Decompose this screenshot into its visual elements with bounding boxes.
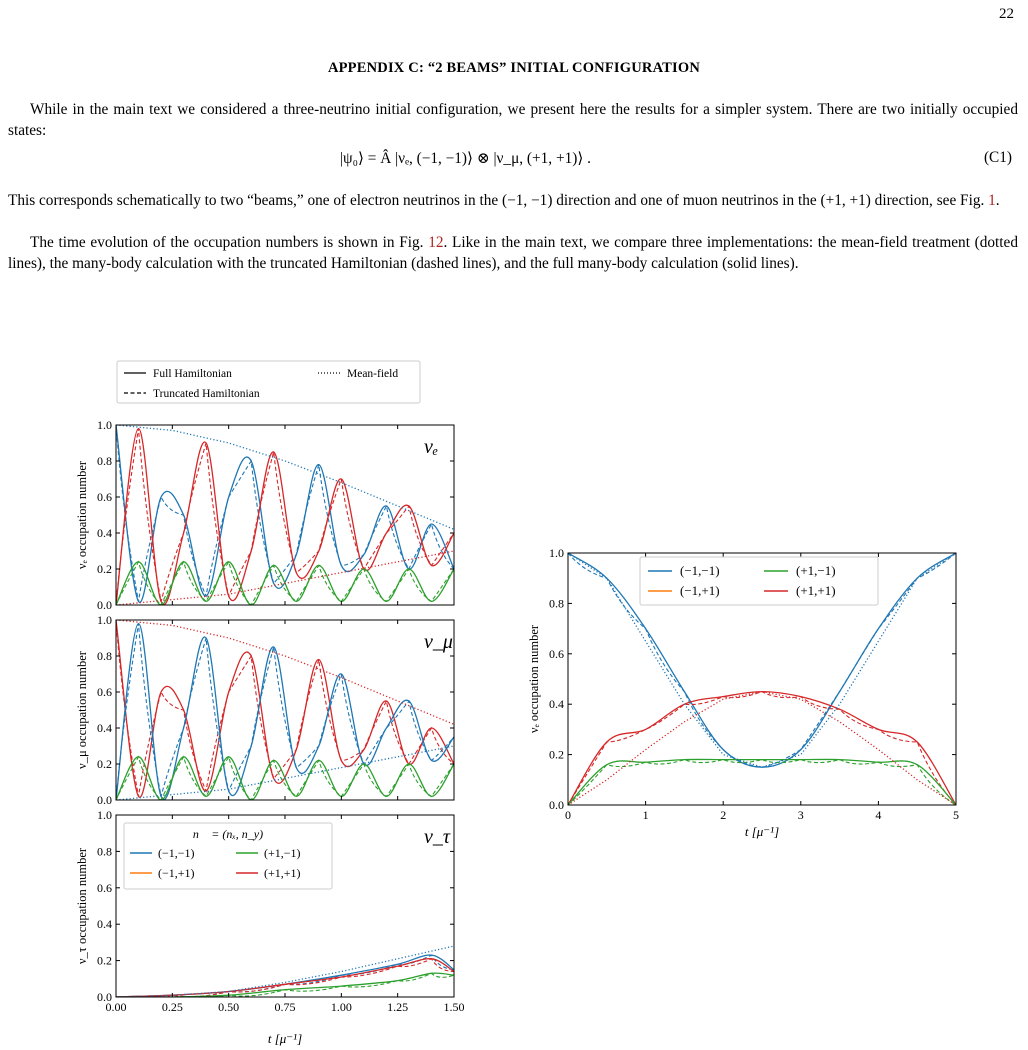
- y-tick-label: 0.6: [97, 880, 112, 895]
- x-tick-label: 5: [953, 808, 959, 822]
- x-tick-label: 0.75: [274, 1000, 296, 1014]
- y-tick-label: 0.8: [97, 454, 112, 468]
- right-legend-label: (−1,+1): [680, 583, 720, 598]
- series-line-full-hamiltonian-0: [116, 955, 454, 997]
- y-tick-label: 0.2: [97, 562, 112, 576]
- x-tick-label: 1.50: [443, 1000, 465, 1014]
- panel-nue: [75, 418, 454, 612]
- series-line-mean-field-4: [568, 692, 956, 805]
- paragraph-beams-end: .: [995, 192, 1000, 209]
- y-tick-label: 0.0: [97, 598, 112, 612]
- series-line-full-hamiltonian-1: [568, 692, 956, 805]
- panel-frame: [116, 620, 454, 800]
- y-tick-label: 1.0: [97, 808, 112, 822]
- right-xlabel: t [μ⁻¹]: [744, 824, 780, 839]
- y-tick-label: 0.2: [549, 747, 564, 762]
- equation-c1: [0, 149, 1028, 173]
- right-legend-label: (+1,−1): [796, 563, 836, 578]
- x-tick-label: 4: [875, 808, 882, 822]
- series-line-full-hamiltonian-0: [116, 620, 454, 797]
- x-tick-label: 0.50: [218, 1000, 240, 1014]
- x-tick-label: 1.00: [330, 1000, 352, 1014]
- panel-tag: νₑ: [424, 436, 439, 458]
- equation-number: (C1): [983, 149, 1012, 166]
- x-tick-label: 2: [720, 808, 727, 822]
- series-line-truncated-1: [116, 624, 454, 800]
- series-line-mean-field-3: [116, 425, 454, 529]
- panel-tag: ν_τ: [424, 826, 451, 848]
- x-tick-label: 0.25: [161, 1000, 183, 1014]
- y-tick-label: 0.6: [97, 685, 112, 699]
- y-tick-label: 0.8: [97, 844, 112, 859]
- series-group: [116, 425, 454, 605]
- x-tick-label: 3: [797, 808, 804, 822]
- panel-right: [527, 546, 959, 822]
- y-tick-label: 1.0: [97, 418, 112, 432]
- panel-tag: ν_μ: [424, 631, 453, 653]
- y-tick-label: 0.6: [97, 490, 112, 504]
- right-legend-label: (+1,+1): [796, 583, 836, 598]
- paragraph-evolution: [8, 232, 1018, 274]
- x-tick-label: 1: [642, 808, 649, 822]
- paragraph-intro: While in the main text we considered a three-neutrino initial configuration, we present here the results for a simpler system. There are two initially occupied states:: [8, 101, 1018, 139]
- y-tick-label: 0.4: [97, 526, 112, 540]
- direction-label: (−1,+1): [158, 866, 195, 880]
- panel-frame: [116, 425, 454, 605]
- equation-body: |ψ₀⟩ = Â |νₑ, (−1, −1)⟩ ⊗ |ν_μ, (+1, +1)⟩ .: [340, 150, 591, 167]
- legend-truncated-hamiltonian: Truncated Hamiltonian: [153, 388, 260, 400]
- y-axis-label: νₑ occupation number: [527, 624, 541, 734]
- paragraph-beams-text: This corresponds schematically to two “beams,” one of electron neutrinos in the (−1, −1) direction and one of muon neutrinos in the (+1, +1) direction, see Fig.: [8, 192, 989, 209]
- y-tick-label: 0.4: [97, 721, 112, 735]
- series-line-full-hamiltonian-1: [116, 959, 454, 997]
- direction-legend-title: n⃗ = (nₓ, n_y): [192, 827, 264, 841]
- y-tick-label: 0.4: [97, 917, 112, 932]
- y-tick-label: 0.4: [549, 697, 564, 712]
- left-figure: [0, 355, 480, 1050]
- legend-mean-field: Mean-field: [347, 368, 399, 380]
- y-tick-label: 1.0: [97, 613, 112, 627]
- y-axis-label: νₑ occupation number: [75, 460, 89, 570]
- y-tick-label: 0.2: [97, 953, 112, 968]
- legend-full-hamiltonian: Full Hamiltonian: [153, 368, 232, 380]
- figure-ref-12[interactable]: 12: [428, 234, 444, 251]
- panel-numu: [75, 613, 454, 807]
- y-tick-label: 0.6: [549, 646, 564, 661]
- series-line-mean-field-3: [116, 620, 454, 724]
- y-axis-label: ν_τ occupation number: [75, 847, 89, 965]
- section-heading: APPENDIX C: “2 BEAMS” INITIAL CONFIGURATION: [327, 60, 701, 76]
- style-legend: [117, 361, 420, 403]
- direction-label: (+1,+1): [264, 866, 301, 880]
- left-panels: [75, 418, 465, 1014]
- x-tick-label: 0: [565, 808, 571, 822]
- figure-ref-1[interactable]: 1: [988, 192, 996, 209]
- right-figure: [500, 535, 970, 855]
- series-group: [116, 620, 454, 800]
- series-line-full-hamiltonian-0: [116, 425, 454, 602]
- x-tick-label: 1.25: [387, 1000, 409, 1014]
- direction-label: (−1,−1): [158, 846, 195, 860]
- series-line-truncated-0: [116, 955, 454, 999]
- paragraph-evolution-end: . Like in the main text, we compare three implementations: the mean-field treatment (dotted lines), the many-body calculation with the truncated Hamiltonian (dashed lines), and the full many-body calculation (solid lines).: [8, 234, 1018, 272]
- y-tick-label: 0.8: [97, 649, 112, 663]
- y-tick-label: 1.0: [549, 546, 564, 560]
- series-line-full-hamiltonian-1: [116, 624, 454, 800]
- series-line-truncated-1: [116, 429, 454, 605]
- paragraph-beams: [8, 190, 1018, 211]
- page-number: 22: [999, 6, 1014, 22]
- paragraph-evolution-text: The time evolution of the occupation numbers is shown in Fig.: [30, 234, 429, 251]
- panel-nutau: [75, 808, 465, 1014]
- y-tick-label: 0.2: [97, 757, 112, 771]
- direction-label: (+1,−1): [264, 846, 301, 860]
- right-panel: [527, 546, 959, 822]
- x-tick-label: 0.00: [105, 1000, 127, 1014]
- right-legend-box: [640, 557, 878, 605]
- y-tick-label: 0.0: [549, 798, 564, 812]
- left-xlabel: t [μ⁻¹]: [267, 1031, 303, 1046]
- right-legend-label: (−1,−1): [680, 563, 720, 578]
- series-group: [116, 946, 454, 1000]
- y-tick-label: 0.0: [97, 990, 112, 1004]
- y-tick-label: 0.0: [97, 793, 112, 807]
- y-tick-label: 0.8: [549, 596, 564, 611]
- series-line-truncated-2: [568, 760, 956, 805]
- y-axis-label: ν_μ occupation number: [75, 651, 89, 769]
- right-legend: [640, 557, 878, 605]
- series-line-truncated-1: [568, 692, 956, 805]
- series-line-full-hamiltonian-1: [116, 429, 454, 605]
- direction-legend: [124, 823, 332, 889]
